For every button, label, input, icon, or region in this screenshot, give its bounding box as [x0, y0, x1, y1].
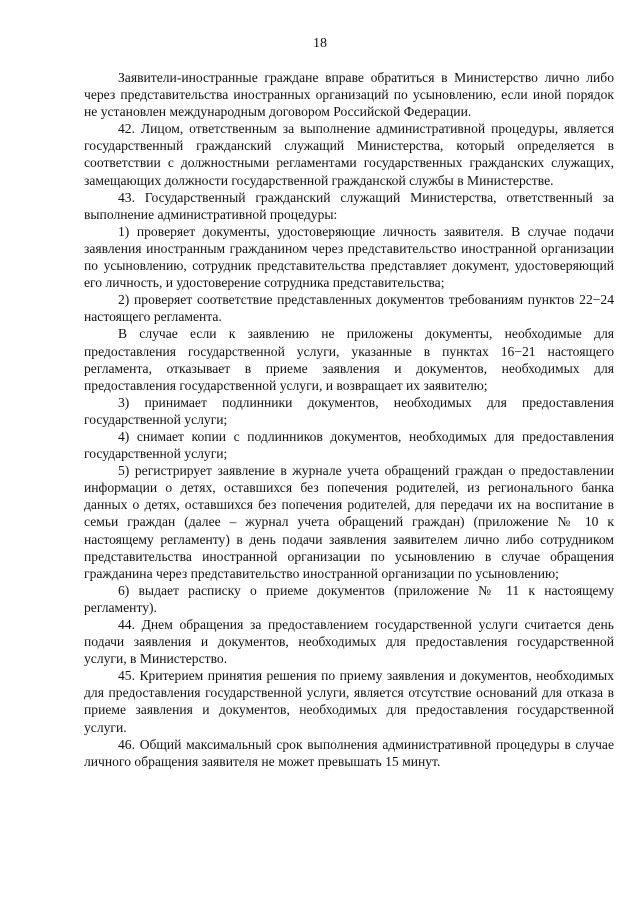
paragraph-46: 46. Общий максимальный срок выполнения административной процедуры в случае личного обращения заявителя не может превышать 15 минут.	[84, 736, 614, 769]
subitem-4: 4) снимает копии с подлинников документов, необходимых для предоставления государственной услуги;	[84, 428, 614, 462]
document-body	[84, 69, 614, 770]
paragraph-42: 42. Лицом, ответственным за выполнение административной процедуры, является государственный гражданский служащий Министерства, который определяется в соответствии с должностными регламентами государственных гражданских служащих, замещающих должности государственной гражданской службы в Министерстве.	[84, 121, 614, 188]
subitem-1: 1) проверяет документы, удостоверяющие личность заявителя. В случае подачи заявления иностранным гражданином через представительство иностранной организации по усыновлению, сотрудник представительства представляет документ, удостоверяющий его личность, и удостоверение сотрудника представительства;	[84, 223, 614, 291]
page-number: 18	[313, 36, 327, 51]
paragraph-44: 44. Днем обращения за предоставлением государственной услуги считается день подачи заявления и документов, необходимых для предоставления государственной услуги, в Министерство.	[84, 617, 614, 667]
subitem-2: 2) проверяет соответствие представленных документов требованиям пунктов 22−24 настоящего регламента.	[84, 292, 614, 325]
subitem-6: 6) выдает расписку о приеме документов (приложение № 11 к настоящему регламенту).	[84, 582, 614, 615]
paragraph-45: 45. Критерием принятия решения по приему заявления и документов, необходимых для предоставления государственной услуги, является отсутствие оснований для отказа в приеме заявления и документов, необходимых для предоставления государственной услуги.	[84, 668, 614, 735]
paragraph-43: 43. Государственный гражданский служащий Министерства, ответственный за выполнение административной процедуры:	[84, 189, 614, 222]
subitem-5: 5) регистрирует заявление в журнале учета обращений граждан о предоставлении информации о детях, оставшихся без попечения родителей, из регионального банка данных о детях, оставшихся без попечения родителей, для передачи их на воспитание в семьи граждан (далее – журнал учета обращений граждан) (приложение № 10 к настоящему регламенту) в день подачи заявления заявителем лично либо сотрудником представительства иностранной организации по усыновлению в случае обращения гражданина через представительство иностранной организации по усыновлению;	[84, 463, 614, 581]
paragraph-refusal-case: В случае если к заявлению не приложены документы, необходимые для предоставления государственной услуги, указанные в пунктах 16−21 настоящего регламента, отказывает в приеме заявления и документов, необходимых для предоставления государственной услуги, и возвращает их заявителю;	[84, 326, 614, 393]
paragraph-foreign-applicants: Заявители-иностранные граждане вправе обратиться в Министерство лично либо через представительства иностранных организаций по усыновлению, если иной порядок не установлен международным договором Российской Федерации.	[84, 70, 614, 120]
subitem-3: 3) принимает подлинники документов, необходимых для предоставления государственной услуги;	[84, 394, 614, 427]
